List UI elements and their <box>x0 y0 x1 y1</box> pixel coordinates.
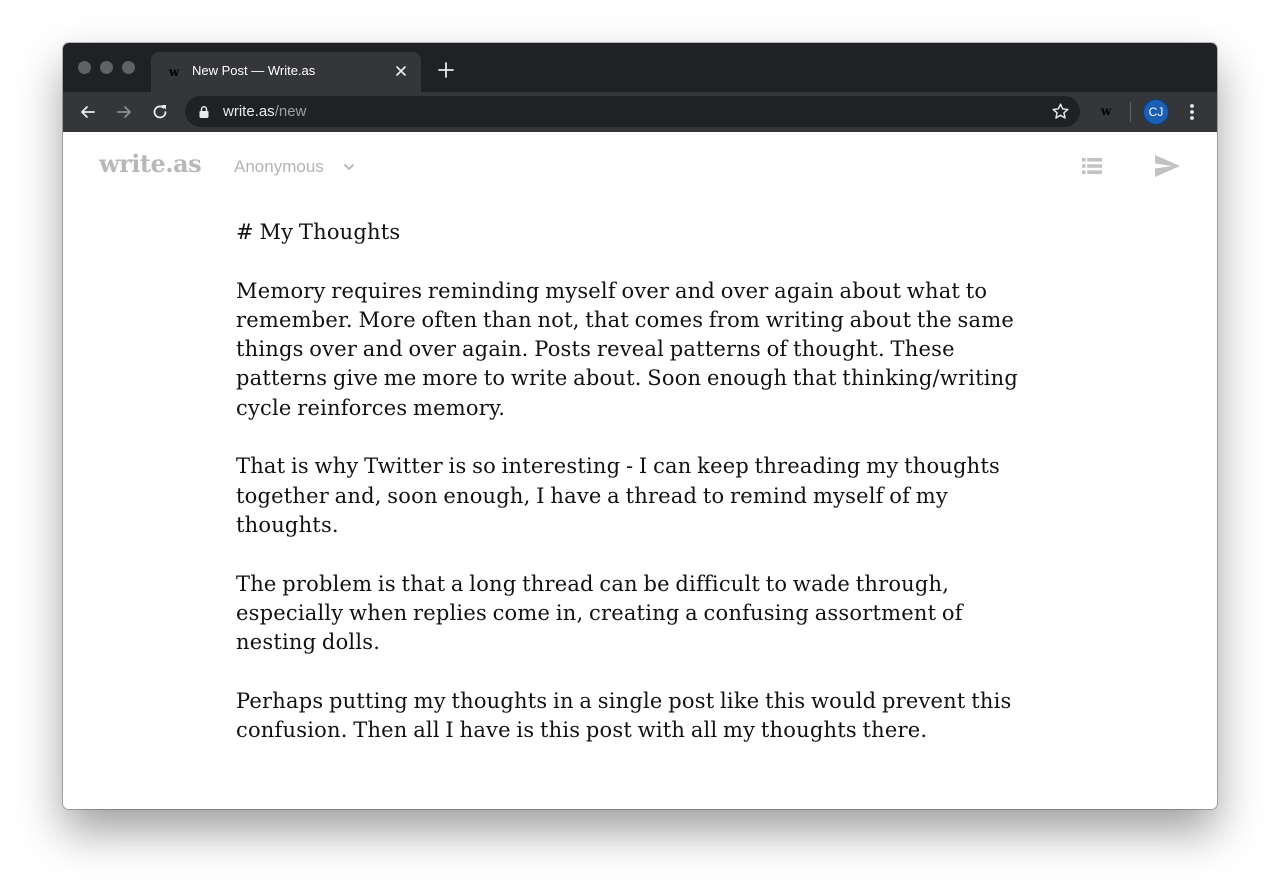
browser-window <box>63 43 1217 809</box>
arrow-left-icon <box>78 102 98 122</box>
post-heading: # My Thoughts <box>236 220 401 244</box>
tab-new-post[interactable] <box>151 52 421 92</box>
browser-menu-button[interactable] <box>1183 102 1201 122</box>
profile-avatar[interactable]: CJ <box>1144 100 1168 124</box>
post-paragraph: The problem is that a long thread can be difficult to wade through, especially when replies come in, creating a confusing assortment of nesting dolls. <box>236 571 963 655</box>
post-paragraph: That is why Twitter is so interesting - I can keep threading my thoughts together and, soon enough, I have a thread to remind myself of my thoughts. <box>236 454 1000 537</box>
minimize-window-button[interactable] <box>100 61 113 74</box>
account-selector[interactable]: Anonymous <box>234 157 324 176</box>
post-paragraph: Memory requires reminding myself over and over again about what to remember. More often than not, that comes from writing about the same things over and over again. Posts reveal patterns of thought. These patterns give me more to write about. Soon enough that thinking/writing cycle reinforces memory. <box>236 278 1019 420</box>
lock-icon <box>197 105 211 119</box>
close-icon <box>393 63 409 79</box>
tab-strip <box>63 43 1217 92</box>
reload-button[interactable] <box>150 102 170 122</box>
url-host: write.as <box>223 103 275 120</box>
post-editor[interactable] <box>236 218 1036 745</box>
arrow-right-icon <box>114 102 134 122</box>
list-icon[interactable] <box>1081 155 1103 177</box>
close-window-button[interactable] <box>78 61 91 74</box>
reload-icon <box>150 102 170 122</box>
url-text <box>223 103 306 120</box>
tab-close-icon[interactable] <box>393 63 409 79</box>
tab-title: New Post — Write.as <box>192 63 316 78</box>
toolbar-divider <box>1130 102 1131 122</box>
writeas-favicon-icon: w <box>168 65 180 79</box>
maximize-window-button[interactable] <box>122 61 135 74</box>
kebab-menu-icon <box>1183 102 1201 122</box>
new-tab-button[interactable] <box>435 59 457 81</box>
post-paragraph: Perhaps putting my thoughts in a single post like this would prevent this confusion. Then all I have is this post with all my thoughts there. <box>236 688 1012 743</box>
browser-toolbar <box>63 92 1217 132</box>
forward-button[interactable] <box>114 102 134 122</box>
url-path: /new <box>274 103 307 120</box>
chevron-down-icon[interactable] <box>343 162 355 172</box>
writeas-extension-icon[interactable]: w <box>1098 103 1114 119</box>
bookmark-star-icon[interactable] <box>1051 102 1070 121</box>
writeas-editor-page <box>63 132 1217 809</box>
brand-logo[interactable]: write.as <box>99 149 202 178</box>
plus-icon <box>435 59 457 81</box>
address-bar[interactable] <box>185 96 1080 127</box>
send-icon[interactable] <box>1153 153 1181 179</box>
back-button[interactable] <box>78 102 98 122</box>
